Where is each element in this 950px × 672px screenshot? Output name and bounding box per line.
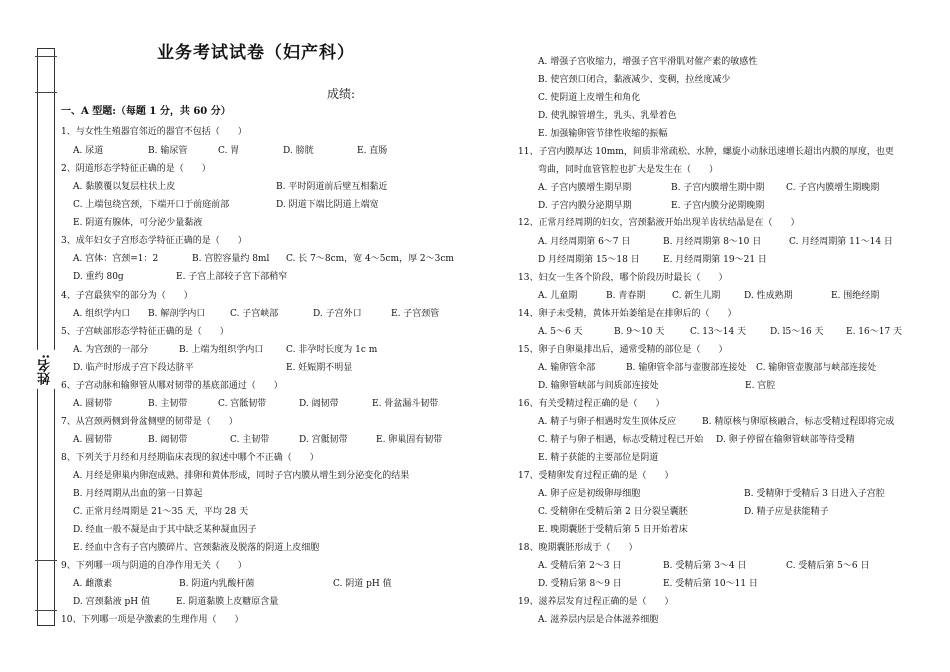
option[interactable]: B. 子宫内膜增生期中期 — [671, 183, 765, 193]
option[interactable]: A. 雌激素 — [73, 579, 113, 589]
option[interactable]: A. 精子与卵子相遇时发生顶体反应 — [538, 417, 677, 427]
option[interactable]: C. 长 7～8cm，宽 4～5cm，厚 2～3cm — [286, 254, 454, 264]
option[interactable]: E. 阴道有腺体，可分泌少量黏液 — [73, 218, 203, 228]
option[interactable]: B. 主韧带 — [148, 399, 188, 409]
option[interactable]: E. 子宫颈管 — [391, 309, 440, 319]
option[interactable]: D 月经周期第 15～18 日 — [538, 255, 640, 265]
question-stem: 11、子宫内膜厚达 10mm，间质非常疏松、水肿，螺旋小动脉迅速增长超出内膜的厚度，也更 — [518, 147, 894, 157]
question-stem: 17、受精卵发育过程正确的是（ ） — [518, 471, 674, 481]
option[interactable]: B. 受精后第 3～4 日 — [663, 561, 747, 571]
option[interactable]: A. 输卵管伞部 — [538, 363, 596, 373]
option[interactable]: A. 月经周期第 6～7 日 — [538, 237, 631, 247]
option[interactable]: C. 宫骶韧带 — [218, 399, 267, 409]
option[interactable]: E. 精子获能的主要部位是阴道 — [538, 453, 659, 463]
option[interactable]: C. 子宫内膜增生期晚期 — [786, 183, 880, 193]
option[interactable]: C. 主韧带 — [230, 435, 270, 445]
option[interactable]: B. 受精卵于受精后 3 日进入子宫腔 — [744, 489, 885, 499]
option[interactable]: B. 月经周期第 8～10 日 — [663, 237, 762, 247]
option[interactable]: A. 儿童期 — [538, 291, 578, 301]
option[interactable]: A. 圆韧带 — [73, 399, 113, 409]
option[interactable]: E. 围绝经期 — [831, 291, 880, 301]
option[interactable]: A. 为宫颈的一部分 — [73, 345, 149, 355]
option[interactable]: D. 精子应是获能精子 — [744, 507, 829, 517]
option[interactable]: C. 子宫峡部 — [230, 309, 279, 319]
option[interactable]: D. 性成熟期 — [744, 291, 793, 301]
option[interactable]: C. 非孕时长度为 1c m — [286, 345, 378, 355]
option[interactable]: D. 卵子停留在输卵管峡部等待受精 — [716, 435, 855, 445]
option[interactable]: E. 卵巢固有韧带 — [376, 435, 443, 445]
option[interactable]: A. 月经是卵巢内卵泡成熟、排卵和黄体形成，同时子宫内膜从增生到分泌变化的结果 — [73, 471, 410, 481]
question-stem: 10、下列哪一项是孕激素的生理作用（ ） — [61, 615, 244, 625]
option[interactable]: B. 9～10 天 — [614, 327, 665, 337]
option[interactable]: B. 输尿管 — [148, 146, 188, 156]
option[interactable]: A. 组织学内口 — [73, 309, 131, 319]
question-stem: 19、滋养层发育过程正确的是（ ） — [518, 597, 674, 607]
option[interactable]: A. 滋养层内层是合体滋养细胞 — [538, 615, 659, 625]
option[interactable]: A. 卵子应是初级卵母细胞 — [538, 489, 641, 499]
question-stem: 5、子宫峡部形态学特征正确的是（ ） — [61, 327, 229, 337]
option[interactable]: B. 输卵管伞部与壶腹部连接处 — [626, 363, 747, 373]
option[interactable]: C. 胃 — [218, 146, 240, 156]
option[interactable]: E. 子宫上部较子宫下部稍窄 — [176, 272, 288, 282]
option[interactable]: D. 临产时形成子宫下段达脐平 — [73, 363, 194, 373]
option[interactable]: A. 尿道 — [73, 146, 104, 156]
exam-title: 业务考试试卷（妇产科） — [157, 43, 355, 63]
question-stem-continued: 弯曲，同时血管管腔也扩大是发生在（ ） — [538, 165, 719, 175]
question-stem: 3、成年妇女子宫形态学特征正确的是（ ） — [61, 236, 247, 246]
question-stem: 16、有关受精过程正确的是（ ） — [518, 399, 665, 409]
option[interactable]: E. 阴道黏膜上皮糖原含量 — [176, 597, 279, 607]
option[interactable]: C. 月经周期第 11～14 日 — [789, 237, 893, 247]
question-stem: 9、下列哪一项与阴道的自净作用无关（ ） — [61, 561, 247, 571]
option[interactable]: D. 宫颈黏液 pH 值 — [73, 597, 150, 607]
option[interactable]: C. 受精卵在受精后第 2 日分裂呈囊胚 — [538, 507, 688, 517]
option[interactable]: D. 膀胱 — [283, 146, 314, 156]
option[interactable]: D. 子宫外口 — [313, 309, 362, 319]
option[interactable]: C. 新生儿期 — [672, 291, 721, 301]
option[interactable]: E. 直肠 — [357, 146, 388, 156]
binding-dash — [35, 610, 57, 611]
question-stem: 8、下列关于月经和月经期临床表现的叙述中哪个不正确（ ） — [61, 453, 319, 463]
option[interactable]: E. 子宫内膜分泌期晚期 — [671, 201, 765, 211]
binding-margin-box — [37, 48, 55, 626]
binding-dash — [35, 92, 57, 93]
option[interactable]: B. 使宫颈口闭合，黏液减少、变稠，拉丝度减少 — [538, 75, 731, 85]
option[interactable]: C. 精子与卵子相遇，标志受精过程已开始 — [538, 435, 704, 445]
option[interactable]: C. 使阴道上皮增生和角化 — [538, 93, 641, 103]
question-stem: 2、阴道形态学特征正确的是（ ） — [61, 164, 211, 174]
option[interactable]: B. 月经周期从出血的第一日算起 — [73, 489, 203, 499]
option[interactable]: B. 精原核与卵原核融合，标志受精过程即将完成 — [702, 417, 895, 427]
question-stem: 18、晚期囊胚形成于（ ） — [518, 543, 638, 553]
question-stem: 14、卵子未受精，黄体开始萎缩是在排卵后的（ ） — [518, 309, 737, 319]
option[interactable]: A. 黏膜覆以复层柱状上皮 — [73, 182, 176, 192]
binding-dash — [35, 56, 57, 57]
option[interactable]: E. 晚期囊胚于受精后第 5 日开始着床 — [538, 525, 688, 535]
option[interactable]: E. 宫腔 — [745, 381, 776, 391]
question-stem: 4、子宫最狭窄的部分为（ ） — [61, 291, 193, 301]
question-stem: 12、正常月经周期的妇女，宫颈黏液开始出现羊齿状结晶是在（ ） — [518, 218, 800, 228]
option[interactable]: D. 阔韧带 — [299, 399, 339, 409]
option[interactable]: A. 增强子宫收缩力，增强子宫平滑肌对催产素的敏感性 — [538, 57, 758, 67]
option[interactable]: A. 子宫内膜增生期早期 — [538, 183, 632, 193]
option[interactable]: C. 阴道 pH 值 — [333, 579, 392, 589]
name-label: 姓名: — [35, 350, 57, 389]
option[interactable]: D. 子宫内膜分泌期早期 — [538, 201, 632, 211]
option[interactable]: A. 受精后第 2～3 日 — [538, 561, 622, 571]
option[interactable]: C. 受精后第 5～6 日 — [786, 561, 870, 571]
option[interactable]: A. 圆韧带 — [73, 435, 113, 445]
question-stem: 7、从宫颈两侧到骨盆侧壁的韧带是（ ） — [61, 417, 238, 427]
option[interactable]: E. 加强输卵管节律性收缩的振幅 — [538, 129, 668, 139]
option[interactable]: D. 使乳腺管增生，乳头、乳晕着色 — [538, 111, 677, 121]
score-label: 成绩: — [327, 87, 356, 101]
binding-dash — [35, 560, 57, 561]
option[interactable]: C. 上端包绕宫颈，下端开口于前庭前部 — [73, 200, 230, 210]
option[interactable]: B. 解剖学内口 — [148, 309, 206, 319]
option[interactable]: E. 受精后第 10～11 日 — [663, 579, 758, 589]
option[interactable]: E. 骨盆漏斗韧带 — [372, 399, 439, 409]
option[interactable]: C. 正常月经周期是 21～35 天，平均 28 天 — [73, 507, 249, 517]
option[interactable]: B. 上端为组织学内口 — [179, 345, 264, 355]
question-stem: 15、卵子自卵巢排出后，通常受精的部位是（ ） — [518, 345, 728, 355]
option[interactable]: E. 经血中含有子宫内膜碎片、宫颈黏液及脱落的阴道上皮细胞 — [73, 543, 320, 553]
option[interactable]: B. 青春期 — [606, 291, 646, 301]
option[interactable]: A. 5～6 天 — [538, 327, 583, 337]
option[interactable]: B. 平时阴道前后壁互相黏近 — [276, 182, 388, 192]
option[interactable]: A. 宫体：宫颈=1：2 — [73, 254, 159, 264]
option[interactable]: D. 输卵管峡部与间质部连接处 — [538, 381, 659, 391]
option[interactable]: C. 13～14 天 — [690, 327, 747, 337]
option[interactable]: D. 阴道下端比阴道上端宽 — [276, 200, 379, 210]
option[interactable]: D. 重约 80g — [73, 272, 124, 282]
option[interactable]: D. l5～16 天 — [770, 327, 824, 337]
option[interactable]: D. 宫骶韧带 — [299, 435, 348, 445]
option[interactable]: D. 受精后第 8～9 日 — [538, 579, 622, 589]
option[interactable]: B. 阔韧带 — [148, 435, 188, 445]
option[interactable]: E. 月经周期第 19～21 日 — [663, 255, 767, 265]
option[interactable]: D. 经血一般不凝是由于其中缺乏某种凝血因子 — [73, 525, 257, 535]
question-stem: 1、与女性生殖器官邻近的器官不包括（ ） — [61, 127, 247, 137]
option[interactable]: B. 阴道内乳酸杆菌 — [179, 579, 255, 589]
question-stem: 6、子宫动脉和输卵管从哪对韧带的基底部通过（ ） — [61, 381, 283, 391]
section-heading: 一、A 型题:（每题 1 分，共 60 分） — [61, 106, 231, 117]
option[interactable]: C. 输卵管壶腹部与峡部连接处 — [756, 363, 877, 373]
option[interactable]: E. 16～17 天 — [846, 327, 903, 337]
question-stem: 13、妇女一生各个阶段，哪个阶段历时最长（ ） — [518, 273, 728, 283]
option[interactable]: E. 妊娠期不明显 — [286, 363, 353, 373]
option[interactable]: B. 宫腔容量约 8ml — [192, 254, 270, 264]
